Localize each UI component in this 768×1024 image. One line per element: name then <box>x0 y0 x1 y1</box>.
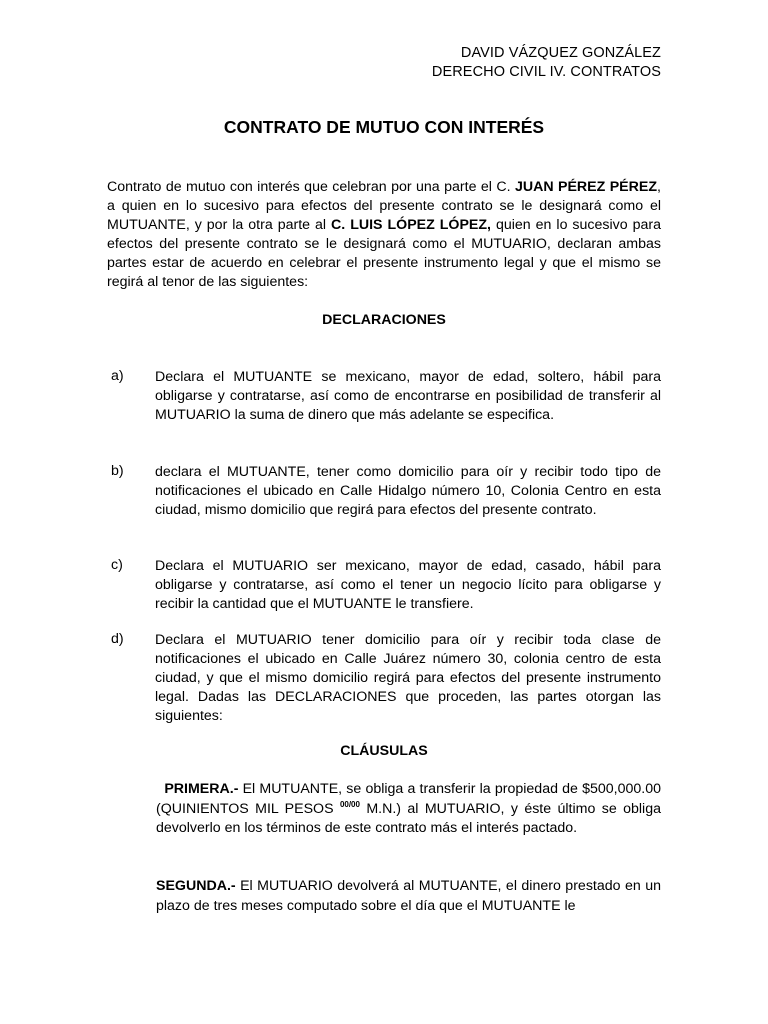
list-marker: d) <box>111 631 124 647</box>
intro-text-2: , a quien en lo sucesivo para efectos del presente contrato se le designará como el MUTUANTE, y por la otra parte al <box>107 179 661 233</box>
clausula-primera <box>156 780 661 839</box>
cents-superscript: 00/00 <box>339 799 360 809</box>
list-marker: c) <box>111 557 123 573</box>
declaracion-text: Declara el MUTUANTE se mexicano, mayor de edad, soltero, hábil para obligarse y contratarse, así como de encontrarse en posibilidad de transferir al MUTUARIO la suma de dinero que más adelante se especifica. <box>155 369 661 423</box>
course-name: DERECHO CIVIL IV. CONTRATOS <box>431 64 661 80</box>
document-title: CONTRATO DE MUTUO CON INTERÉS <box>223 117 545 137</box>
party-mutuante-name: JUAN PÉREZ PÉREZ <box>514 179 658 195</box>
intro-text-3: quien en lo sucesivo para efectos del presente contrato se le designará como el MUTUARIO, declaran ambas partes estar de acuerdo en celebrar el presente instrumento legal y que el mismo se regirá al tenor de las siguientes: <box>107 217 662 290</box>
clausula-segunda <box>156 877 661 916</box>
intro-text-1: Contrato de mutuo con interés que celebran por una parte el C. <box>107 179 511 195</box>
list-marker: a) <box>111 368 124 384</box>
declaracion-text: declara el MUTUANTE, tener como domicilio para oír y recibir todo tipo de notificaciones el ubicado en Calle Hidalgo número 10, Colonia Centro en esta ciudad, mismo domicilio que regirá para efectos del presente contrato. <box>155 464 661 518</box>
clausula-text-2: M.N.) al MUTUARIO, y éste último se obliga devolverlo en los términos de este contrato más el interés pactado. <box>156 800 661 836</box>
intro-paragraph <box>107 178 661 292</box>
clausula-text: El MUTUARIO devolverá al MUTUANTE, el dinero prestado en un plazo de tres meses computado sobre el día que el MUTUANTE le <box>156 878 661 914</box>
list-marker: b) <box>111 463 124 479</box>
declaracion-text: Declara el MUTUARIO tener domicilio para oír y recibir toda clase de notificaciones el ubicado en Calle Juárez número 30, colonia centro de esta ciudad, y que el mismo domicilio regirá para efectos del presente instrumento legal. Dadas las DECLARACIONES que proceden, las partes otorgan las siguientes: <box>155 632 661 724</box>
clausula-text-1: El MUTUANTE, se obliga a transferir la propiedad de $500,000.00 (QUINIENTOS MIL PESOS <box>156 781 661 817</box>
declaracion-text: Declara el MUTUARIO ser mexicano, mayor de edad, casado, hábil para obligarse y contratarse, así como el tener un negocio lícito para obligarse y recibir la cantidad que el MUTUANTE le transfiere. <box>155 558 661 612</box>
clausulas-heading: CLÁUSULAS <box>340 743 428 759</box>
declaraciones-heading: DECLARACIONES <box>322 312 446 328</box>
party-mutuario-name: C. LUIS LÓPEZ LÓPEZ, <box>331 217 491 233</box>
document-header <box>432 44 661 82</box>
clausula-label: PRIMERA.- <box>164 781 239 797</box>
author-name: DAVID VÁZQUEZ GONZÁLEZ <box>460 45 661 61</box>
clausula-label: SEGUNDA.- <box>156 878 236 894</box>
